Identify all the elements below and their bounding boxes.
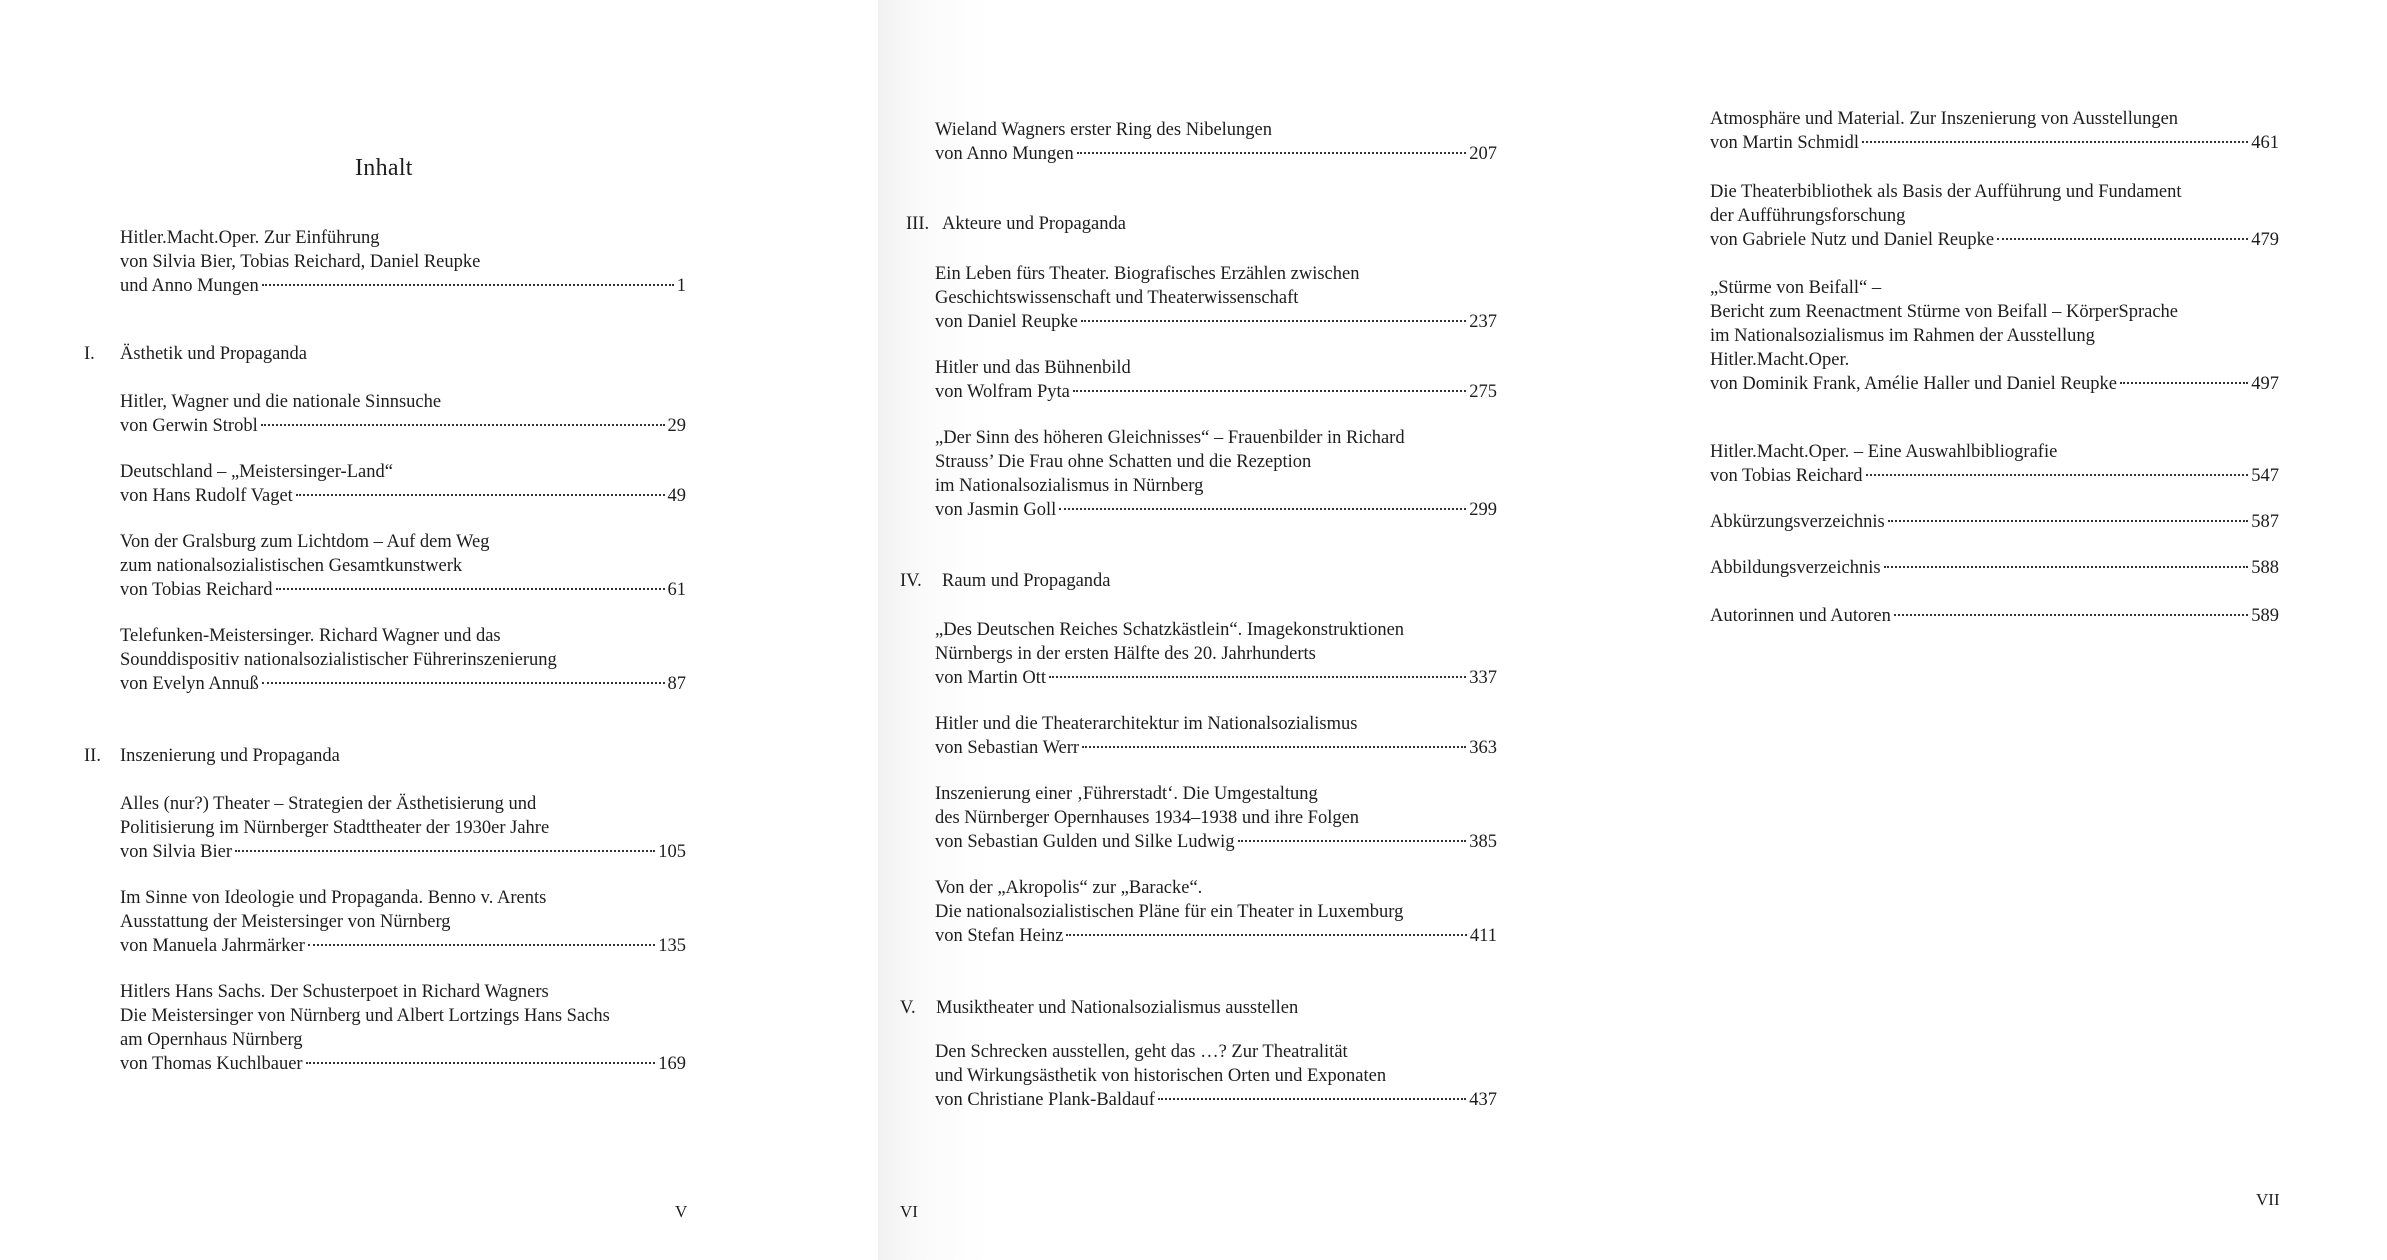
dot-leader bbox=[1884, 566, 2249, 568]
entry-page-number: 479 bbox=[2251, 230, 2279, 250]
toc-entry[interactable] bbox=[935, 618, 1497, 690]
entry-title-line: im Nationalsozialismus in Nürnberg bbox=[935, 476, 1204, 496]
entry-page-number: 61 bbox=[667, 580, 686, 600]
entry-author: von Evelyn Annuß bbox=[120, 674, 259, 694]
toc-entry[interactable] bbox=[1710, 440, 2279, 488]
entry-title-line: Wieland Wagners erster Ring des Nibelungen bbox=[935, 120, 1273, 140]
entry-author: von Martin Ott bbox=[935, 668, 1046, 688]
section-label: Akteure und Propaganda bbox=[942, 214, 1126, 234]
entry-title-line: Hitler.Macht.Oper. bbox=[1710, 350, 1850, 370]
entry-page-number: 135 bbox=[658, 936, 686, 956]
entry-page-number: 547 bbox=[2251, 466, 2279, 486]
entry-page-number: 588 bbox=[2251, 558, 2279, 578]
entry-page-number: 589 bbox=[2251, 606, 2279, 626]
toc-entry[interactable] bbox=[1710, 180, 2279, 252]
entry-title-line: Die Meistersinger von Nürnberg und Albert Lortzings Hans Sachs bbox=[120, 1006, 610, 1026]
dot-leader bbox=[1081, 320, 1466, 322]
entry-author: von Gabriele Nutz und Daniel Reupke bbox=[1710, 230, 1995, 250]
section-label: Ästhetik und Propaganda bbox=[120, 344, 308, 364]
entry-page-number: 49 bbox=[667, 486, 686, 506]
toc-entry[interactable] bbox=[1710, 510, 2279, 534]
entry-page-number: 587 bbox=[2251, 512, 2279, 532]
entry-author-row bbox=[1710, 604, 2279, 628]
toc-entry[interactable] bbox=[935, 426, 1497, 522]
page-number: VI bbox=[900, 1202, 918, 1221]
entry-title-line: Hitler und die Theaterarchitektur im Nationalsozialismus bbox=[935, 714, 1358, 734]
page-number: VII bbox=[2256, 1190, 2280, 1209]
entry-author-row bbox=[1710, 131, 2279, 155]
dot-leader bbox=[235, 850, 655, 852]
toc-page-right bbox=[1546, 0, 2387, 1260]
entry-author: von Martin Schmidl bbox=[1710, 133, 1860, 153]
toc-entry[interactable] bbox=[935, 118, 1497, 166]
dot-leader bbox=[262, 284, 674, 286]
entry-page-number: 385 bbox=[1469, 832, 1497, 852]
entry-author: von Silvia Bier bbox=[120, 842, 233, 862]
entry-author-row bbox=[935, 736, 1497, 760]
toc-entry[interactable] bbox=[1710, 604, 2279, 628]
entry-author: von Anno Mungen bbox=[935, 144, 1074, 164]
entry-author: von Hans Rudolf Vaget bbox=[120, 486, 293, 506]
toc-entry[interactable] bbox=[120, 390, 686, 438]
dot-leader bbox=[296, 494, 665, 496]
entry-author-row bbox=[120, 840, 686, 864]
entry-page-number: 497 bbox=[2251, 374, 2279, 394]
section-number: V. bbox=[900, 998, 916, 1018]
toc-entry[interactable] bbox=[120, 460, 686, 508]
entry-title-line: Den Schrecken ausstellen, geht das …? Zur Theatralität bbox=[935, 1042, 1348, 1062]
page-title: Inhalt bbox=[355, 155, 413, 181]
dot-leader bbox=[262, 682, 665, 684]
toc-entry[interactable] bbox=[1710, 276, 2279, 396]
dot-leader bbox=[1066, 934, 1466, 936]
entry-page-number: 1 bbox=[676, 276, 686, 296]
toc-entry[interactable] bbox=[1710, 556, 2279, 580]
entry-author: und Anno Mungen bbox=[120, 276, 259, 296]
entry-title-line: im Nationalsozialismus im Rahmen der Ausstellung bbox=[1710, 326, 2095, 346]
toc-entry[interactable] bbox=[120, 980, 686, 1076]
toc-entry[interactable] bbox=[1710, 107, 2279, 155]
dot-leader bbox=[1997, 238, 2248, 240]
dot-leader bbox=[1888, 520, 2249, 522]
entry-title-line: Strauss’ Die Frau ohne Schatten und die Rezeption bbox=[935, 452, 1312, 472]
entry-title-line: Alles (nur?) Theater – Strategien der Ästhetisierung und bbox=[120, 794, 537, 814]
entry-title-line: Politisierung im Nürnberger Stadttheater der 1930er Jahre bbox=[120, 818, 550, 838]
entry-author: von Gerwin Strobl bbox=[120, 416, 258, 436]
entry-author-row bbox=[1710, 372, 2279, 396]
entry-title-line: Ausstattung der Meistersinger von Nürnberg bbox=[120, 912, 451, 932]
entry-page-number: 237 bbox=[1469, 312, 1497, 332]
dot-leader bbox=[1238, 840, 1467, 842]
entry-title-line: zum nationalsozialistischen Gesamtkunstwerk bbox=[120, 556, 463, 576]
entry-author-row bbox=[935, 924, 1497, 948]
toc-entry[interactable] bbox=[935, 876, 1497, 948]
page-number: V bbox=[675, 1202, 688, 1221]
entry-author: von Christiane Plank-Baldauf bbox=[935, 1090, 1155, 1110]
entry-page-number: 105 bbox=[658, 842, 686, 862]
entry-author-row bbox=[1710, 510, 2279, 534]
toc-entry[interactable] bbox=[120, 226, 686, 298]
entry-title-line: Hitler, Wagner und die nationale Sinnsuche bbox=[120, 392, 442, 412]
entry-author: Abbildungsverzeichnis bbox=[1710, 558, 1881, 578]
entry-author-row bbox=[935, 1088, 1497, 1112]
entry-author: von Tobias Reichard bbox=[1710, 466, 1863, 486]
entry-title-line: Nürnbergs in der ersten Hälfte des 20. Jahrhunderts bbox=[935, 644, 1316, 664]
entry-author-row bbox=[120, 484, 686, 508]
section-number: II. bbox=[84, 746, 101, 766]
entry-page-number: 411 bbox=[1469, 926, 1497, 946]
section-label: Musiktheater und Nationalsozialismus ausstellen bbox=[936, 998, 1299, 1018]
toc-page-middle bbox=[878, 0, 1546, 1260]
dot-leader bbox=[1866, 474, 2249, 476]
entry-title-line: Deutschland – „Meistersinger-Land“ bbox=[120, 462, 393, 482]
entry-title-line: „Stürme von Beifall“ – bbox=[1710, 278, 1882, 298]
toc-entry[interactable] bbox=[935, 1040, 1497, 1112]
entry-page-number: 337 bbox=[1469, 668, 1497, 688]
entry-author: von Daniel Reupke bbox=[935, 312, 1078, 332]
toc-entry[interactable] bbox=[120, 792, 686, 864]
entry-author-row bbox=[935, 666, 1497, 690]
entry-author-row bbox=[120, 1052, 686, 1076]
entry-page-number: 207 bbox=[1469, 144, 1497, 164]
dot-leader bbox=[1059, 508, 1466, 510]
entry-title-line: Im Sinne von Ideologie und Propaganda. Benno v. Arents bbox=[120, 888, 547, 908]
entry-author: von Dominik Frank, Amélie Haller und Daniel Reupke bbox=[1710, 374, 2117, 394]
dot-leader bbox=[2120, 382, 2248, 384]
entry-title-line: Von der Gralsburg zum Lichtdom – Auf dem Weg bbox=[120, 532, 490, 552]
entry-title-line: Hitler und das Bühnenbild bbox=[935, 358, 1131, 378]
entry-author-row bbox=[935, 830, 1497, 854]
entry-title-line: Von der „Akropolis“ zur „Baracke“. bbox=[935, 878, 1203, 898]
entry-title-line: des Nürnberger Opernhauses 1934–1938 und ihre Folgen bbox=[935, 808, 1360, 828]
entry-author-row bbox=[120, 672, 686, 696]
entry-author-row bbox=[935, 310, 1497, 334]
entry-page-number: 299 bbox=[1469, 500, 1497, 520]
section-label: Inszenierung und Propaganda bbox=[120, 746, 340, 766]
entry-title-line: Hitler.Macht.Oper. – Eine Auswahlbibliografie bbox=[1710, 442, 2058, 462]
entry-page-number: 87 bbox=[667, 674, 686, 694]
dot-leader bbox=[1862, 141, 2248, 143]
entry-title-line: der Aufführungsforschung bbox=[1710, 206, 1906, 226]
entry-author: von Sebastian Gulden und Silke Ludwig bbox=[935, 832, 1235, 852]
dot-leader bbox=[1077, 152, 1467, 154]
entry-page-number: 437 bbox=[1469, 1090, 1497, 1110]
entry-title-line: Inszenierung einer ‚Führerstadt‘. Die Umgestaltung bbox=[935, 784, 1318, 804]
entry-author: von Jasmin Goll bbox=[935, 500, 1057, 520]
entry-author-row bbox=[120, 274, 686, 298]
section-number: IV. bbox=[900, 571, 922, 591]
dot-leader bbox=[1082, 746, 1466, 748]
entry-title-line: am Opernhaus Nürnberg bbox=[120, 1030, 303, 1050]
entry-author-row bbox=[935, 142, 1497, 166]
entry-author-row bbox=[935, 380, 1497, 404]
entry-page-number: 29 bbox=[667, 416, 686, 436]
entry-page-number: 169 bbox=[658, 1054, 686, 1074]
entry-title-line: „Des Deutschen Reiches Schatzkästlein“. Imagekonstruktionen bbox=[935, 620, 1405, 640]
entry-title-line: Die Theaterbibliothek als Basis der Aufführung und Fundament bbox=[1710, 182, 2182, 202]
dot-leader bbox=[276, 588, 665, 590]
toc-entry[interactable] bbox=[120, 886, 686, 958]
toc-page-left bbox=[0, 0, 878, 1260]
entry-page-number: 275 bbox=[1469, 382, 1497, 402]
entry-title-line: „Der Sinn des höheren Gleichnisses“ – Frauenbilder in Richard bbox=[935, 428, 1405, 448]
entry-author: von Sebastian Werr bbox=[935, 738, 1080, 758]
toc-entry[interactable] bbox=[935, 712, 1497, 760]
entry-title-line: Hitler.Macht.Oper. Zur Einführung bbox=[120, 228, 380, 248]
toc-entry[interactable] bbox=[935, 356, 1497, 404]
entry-author-row bbox=[120, 414, 686, 438]
entry-author-row bbox=[1710, 556, 2279, 580]
entry-author: von Tobias Reichard bbox=[120, 580, 273, 600]
dot-leader bbox=[306, 1062, 656, 1064]
section-number: I. bbox=[84, 344, 95, 364]
section-number: III. bbox=[906, 214, 930, 234]
entry-author: von Manuela Jahrmärker bbox=[120, 936, 305, 956]
entry-title-line: und Wirkungsästhetik von historischen Orten und Exponaten bbox=[935, 1066, 1387, 1086]
entry-author-row bbox=[935, 498, 1497, 522]
toc-entry[interactable] bbox=[935, 782, 1497, 854]
toc-entry[interactable] bbox=[120, 624, 686, 696]
dot-leader bbox=[1894, 614, 2248, 616]
entry-title-line: Ein Leben fürs Theater. Biografisches Erzählen zwischen bbox=[935, 264, 1360, 284]
dot-leader bbox=[308, 944, 655, 946]
entry-title-line: Die nationalsozialistischen Pläne für ein Theater in Luxemburg bbox=[935, 902, 1404, 922]
dot-leader bbox=[1158, 1098, 1466, 1100]
entry-title-line: Telefunken-Meistersinger. Richard Wagner und das bbox=[120, 626, 501, 646]
entry-title-line: Geschichtswissenschaft und Theaterwissenschaft bbox=[935, 288, 1299, 308]
entry-author: von Wolfram Pyta bbox=[935, 382, 1070, 402]
entry-author: von Thomas Kuchlbauer bbox=[120, 1054, 303, 1074]
entry-title-line: Bericht zum Reenactment Stürme von Beifall – KörperSprache bbox=[1710, 302, 2179, 322]
entry-author-row bbox=[120, 934, 686, 958]
entry-author: Autorinnen und Autoren bbox=[1710, 606, 1891, 626]
entry-title-line: Sounddispositiv nationalsozialistischer Führerinszenierung bbox=[120, 650, 557, 670]
entry-title-line: von Silvia Bier, Tobias Reichard, Daniel Reupke bbox=[120, 252, 481, 272]
entry-page-number: 461 bbox=[2251, 133, 2279, 153]
toc-entry[interactable] bbox=[120, 530, 686, 602]
dot-leader bbox=[1073, 390, 1466, 392]
dot-leader bbox=[261, 424, 665, 426]
entry-author: Abkürzungsverzeichnis bbox=[1710, 512, 1885, 532]
entry-title-line: Atmosphäre und Material. Zur Inszenierung von Ausstellungen bbox=[1710, 109, 2179, 129]
entry-page-number: 363 bbox=[1469, 738, 1497, 758]
entry-title-line: Hitlers Hans Sachs. Der Schusterpoet in Richard Wagners bbox=[120, 982, 549, 1002]
section-label: Raum und Propaganda bbox=[942, 571, 1111, 591]
entry-author: von Stefan Heinz bbox=[935, 926, 1064, 946]
entry-author-row bbox=[1710, 228, 2279, 252]
toc-entry[interactable] bbox=[935, 262, 1497, 334]
entry-author-row bbox=[1710, 464, 2279, 488]
entry-author-row bbox=[120, 578, 686, 602]
dot-leader bbox=[1049, 676, 1466, 678]
